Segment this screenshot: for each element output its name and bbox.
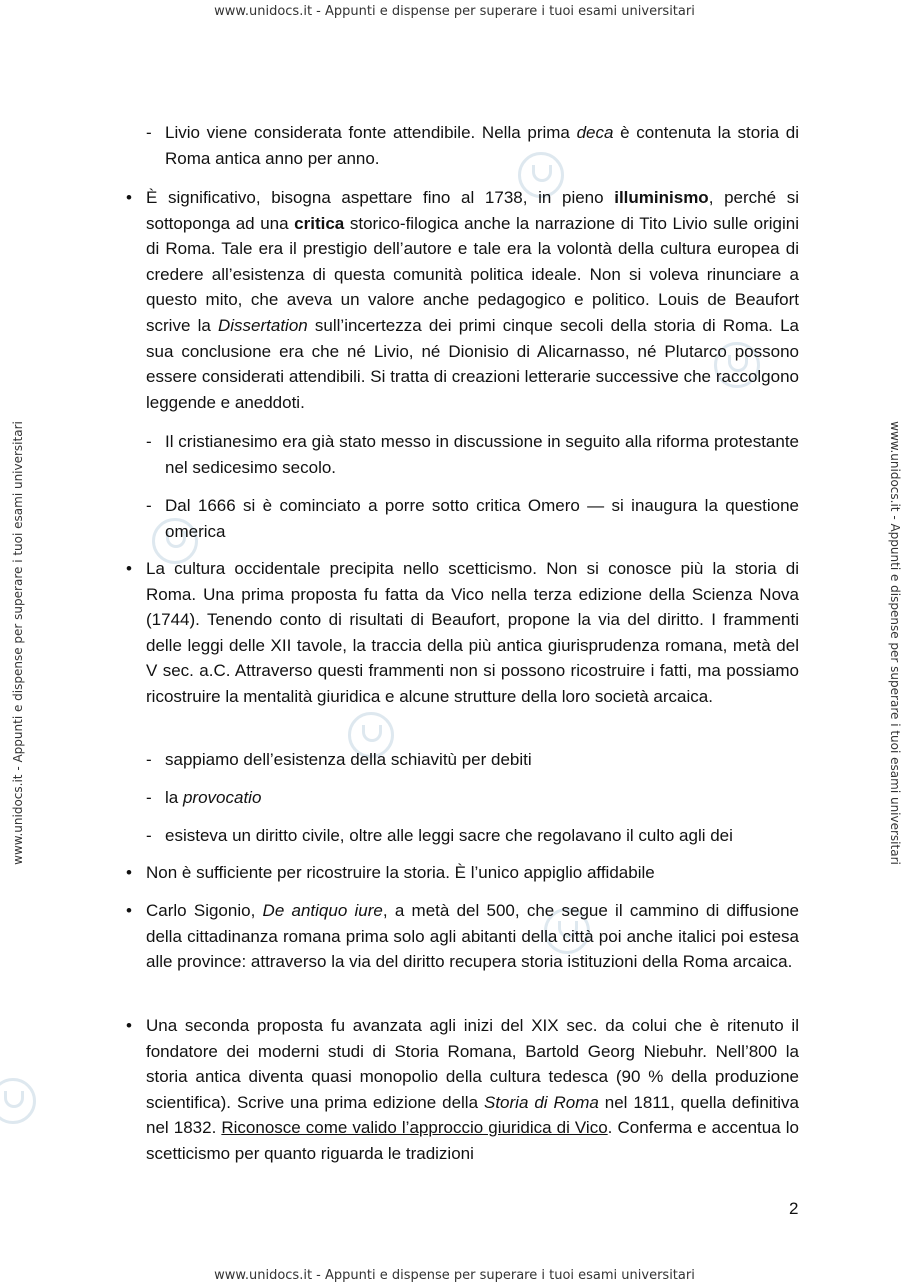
bullet-item-sigonio: • Carlo Sigonio, De antiquo iure, a metà del 500, che segue il cammino di diffusione della cittadinanza romana prima solo agli abitanti della città poi anche italici poi estesa alle province: attraverso la via del diritto recupera storia istituzioni della Roma arcaica. <box>146 898 799 975</box>
watermark-top: www.unidocs.it - Appunti e dispense per superare i tuoi esami universitari <box>214 4 695 19</box>
bullet-item-niebuhr: • Una seconda proposta fu avanzata agli inizi del XIX sec. da colui che è ritenuto il fondatore dei moderni studi di Storia Romana, Bartold Georg Niebuhr. Nell’800 la storia antica diventa quasi monopolio della cultura tedesca (90 % della produzione scientifica). Scrive una prima edizione della Storia di Roma nel 1811, quella definitiva nel 1832. Riconosce come valido l’approccio giuridica di Vico. Conferma e accentua lo scetticismo per quanto riguarda le tradizioni <box>146 1013 799 1167</box>
dash-item-omero: - Dal 1666 si è cominciato a porre sotto critica Omero — si inaugura la questione omerica <box>165 493 799 544</box>
bullet-item-beaufort: • È significativo, bisogna aspettare fino al 1738, in pieno illuminismo, perché si sottoponga ad una critica storico-filogica anche la narrazione di Tito Livio sulle origini di Roma. Tale era il prestigio dell’autore e tale era la volontà della cultura europea di credere all’esistenza di questa comunità politica ideale. Non si voleva rinunciare a questo mito, che aveva un valore anche pedagogico e politico. Louis de Beaufort scrive la Dissertation sull’incertezza dei primi cinque secoli della storia di Roma. La sua conclusione era che né Livio, né Dionisio di Alicarnasso, né Plutarco possono essere considerati attendibili. Si tratta di creazioni letterarie successive che raccolgono leggende e aneddoti. <box>146 185 799 415</box>
dash-item-schiavitu: - sappiamo dell’esistenza della schiavitù per debiti <box>165 747 799 773</box>
watermark-bottom: www.unidocs.it - Appunti e dispense per superare i tuoi esami universitari <box>214 1268 695 1283</box>
bullet-marker: • <box>126 901 132 920</box>
watermark-right: www.unidocs.it - Appunti e dispense per superare i tuoi esami universitari <box>888 421 902 865</box>
dash-marker: - <box>146 123 152 142</box>
page-number: 2 <box>789 1199 799 1218</box>
dash-item-cristianesimo: - Il cristianesimo era già stato messo in discussione in seguito alla riforma protestante nel sedicesimo secolo. <box>165 429 799 480</box>
bullet-marker: • <box>126 1016 132 1035</box>
bullet-marker: • <box>126 559 132 578</box>
dash-marker: - <box>146 750 152 769</box>
bullet-item-non-sufficiente: • Non è sufficiente per ricostruire la storia. È l’unico appiglio affidabile <box>146 860 799 886</box>
dash-item-diritto-civile: - esisteva un diritto civile, oltre alle leggi sacre che regolavano il culto agli dei <box>165 823 799 849</box>
dash-item-livio: - Livio viene considerata fonte attendibile. Nella prima deca è contenuta la storia di Roma antica anno per anno. <box>165 120 799 171</box>
bullet-item-vico: • La cultura occidentale precipita nello scetticismo. Non si conosce più la storia di Roma. Una prima proposta fu fatta da Vico nella terza edizione della Scienza Nova (1744). Tenendo conto di risultati di Beaufort, propone la via del diritto. I frammenti delle leggi delle XII tavole, la traccia della più antica giurisprudenza romana, metà del V sec. a.C. Attraverso questi frammenti non si possono ricostruire i fatti, ma possiamo ricostruire la mentalità giuridica e alcune strutture della loro società arcaica. <box>146 556 799 710</box>
dash-marker: - <box>146 432 152 451</box>
dash-marker: - <box>146 496 152 515</box>
watermark-left: www.unidocs.it - Appunti e dispense per superare i tuoi esami universitari <box>11 421 25 865</box>
bullet-marker: • <box>126 188 132 207</box>
dash-marker: - <box>146 826 152 845</box>
unidocs-logo-icon <box>0 1078 36 1124</box>
dash-marker: - <box>146 788 152 807</box>
dash-item-provocatio: - la provocatio <box>165 785 799 811</box>
bullet-marker: • <box>126 863 132 882</box>
